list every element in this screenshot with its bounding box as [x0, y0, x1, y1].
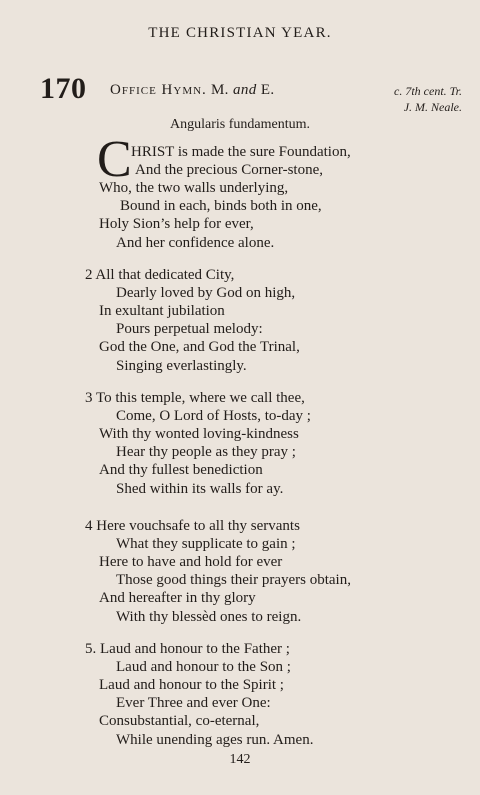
verse-5-line-5: Consubstantial, co-eternal,	[99, 713, 260, 730]
verse-3-line-5: And thy fullest benediction	[99, 462, 263, 479]
verse-4-line-6: With thy blessèd ones to reign.	[116, 608, 302, 625]
hymn-number: 170	[40, 72, 87, 105]
verse-4-line-5: And hereafter in thy glory	[99, 590, 256, 607]
verse-1-line-1: HRIST is made the sure Foundation,	[131, 144, 351, 160]
hymn-title-office: Office Hymn.	[110, 82, 207, 98]
drop-cap: C	[97, 131, 132, 188]
verse-3-line-4: Hear thy people as they pray ;	[116, 444, 296, 461]
latin-title: Angularis fundamentum.	[170, 117, 310, 132]
hymn-title-and: and	[232, 82, 257, 98]
verse-1-line-4: Bound in each, binds both in one,	[120, 198, 322, 215]
verse-1-line-5: Holy Sion’s help for ever,	[99, 216, 254, 233]
hymn-title	[110, 82, 275, 99]
verse-4-line-3: Here to have and hold for ever	[99, 554, 283, 571]
verse-5-line-6: While unending ages run. Amen.	[116, 731, 314, 748]
attribution-line-2: J. M. Neale.	[403, 100, 462, 114]
verse-5-line-4: Ever Three and ever One:	[116, 695, 271, 712]
hymn-attribution	[394, 83, 462, 115]
running-header: THE CHRISTIAN YEAR.	[148, 25, 332, 41]
hymn-title-m: M.	[206, 82, 233, 98]
verse-3-line-1: 3 To this temple, where we call thee,	[85, 390, 305, 406]
verse-2-line-2: Dearly loved by God on high,	[116, 285, 296, 302]
verse-3-line-2: Come, O Lord of Hosts, to-day ;	[116, 408, 311, 425]
verse-2-line-6: Singing everlastingly.	[116, 357, 247, 374]
verse-2-line-4: Pours perpetual melody:	[116, 321, 263, 338]
verse-2-line-3: In exultant jubilation	[99, 303, 225, 320]
verse-3-line-3: With thy wonted loving-kindness	[99, 426, 299, 443]
verse-5-line-2: Laud and honour to the Son ;	[116, 659, 291, 676]
verse-4-line-2: What they supplicate to gain ;	[116, 536, 296, 553]
verse-1-line-3: Who, the two walls underlying,	[99, 180, 289, 197]
page-number: 142	[229, 752, 251, 767]
verse-4-line-4: Those good things their prayers obtain,	[116, 572, 351, 589]
verse-2-line-5: God the One, and God the Trinal,	[99, 339, 300, 356]
verse-4-line-1: 4 Here vouchsafe to all thy servants	[85, 518, 300, 534]
verse-2-line-1: 2 All that dedicated City,	[85, 267, 235, 283]
verse-1-line-6: And her confidence alone.	[116, 234, 275, 251]
verse-1-line-2: And the precious Corner-stone,	[135, 162, 323, 179]
verse-5-line-3: Laud and honour to the Spirit ;	[99, 677, 284, 694]
hymn-title-e: E.	[256, 82, 275, 98]
verse-5-line-1: 5. Laud and honour to the Father ;	[85, 641, 290, 657]
verse-3-line-6: Shed within its walls for ay.	[116, 480, 284, 497]
attribution-line-1: c. 7th cent. Tr.	[394, 84, 462, 98]
